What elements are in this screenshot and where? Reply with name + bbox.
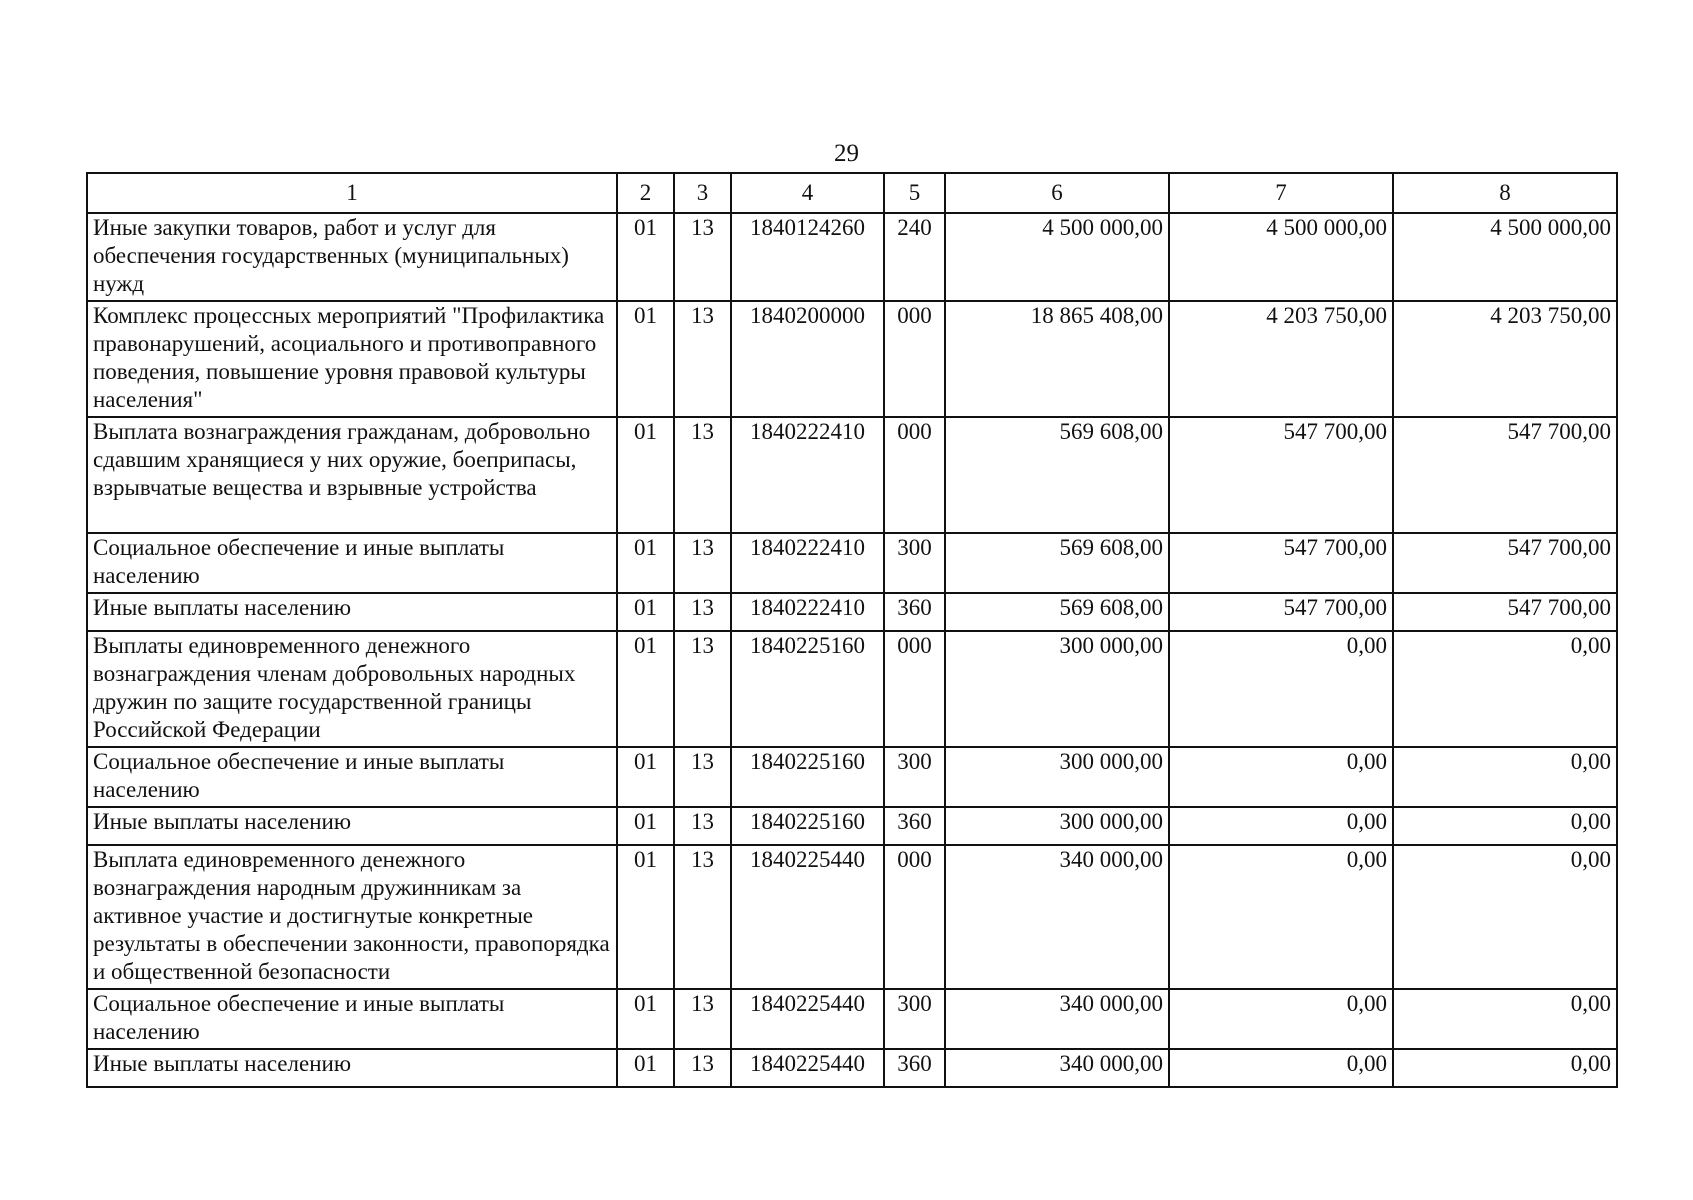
- subsection-code: 13: [674, 301, 731, 417]
- amount-col-8: 0,00: [1393, 845, 1617, 989]
- amount-col-6: 340 000,00: [945, 845, 1169, 989]
- section-code: 01: [617, 417, 674, 533]
- amount-col-7: 0,00: [1169, 747, 1393, 807]
- table-header: [87, 173, 1617, 213]
- target-article-code: 1840124260: [731, 213, 884, 301]
- amount-col-8: 0,00: [1393, 989, 1617, 1049]
- amount-col-8: 547 700,00: [1393, 593, 1617, 631]
- section-code: 01: [617, 747, 674, 807]
- expense-type-code: 000: [884, 845, 945, 989]
- column-header-2: 2: [617, 173, 674, 213]
- subsection-code: 13: [674, 1049, 731, 1087]
- table-row: [87, 593, 1617, 631]
- amount-col-7: 4 203 750,00: [1169, 301, 1393, 417]
- header-row: [87, 173, 1617, 213]
- target-article-code: 1840225160: [731, 807, 884, 845]
- target-article-code: 1840222410: [731, 417, 884, 533]
- target-article-code: 1840225160: [731, 747, 884, 807]
- row-name: Комплекс процессных мероприятий "Профилактика правонарушений, асоциального и противоправного поведения, повышение уровня правовой культуры населения": [87, 301, 617, 417]
- amount-col-7: 547 700,00: [1169, 593, 1393, 631]
- amount-col-7: 0,00: [1169, 989, 1393, 1049]
- subsection-code: 13: [674, 593, 731, 631]
- section-code: 01: [617, 301, 674, 417]
- table-row: [87, 989, 1617, 1049]
- page-number: 29: [834, 140, 859, 167]
- amount-col-6: 18 865 408,00: [945, 301, 1169, 417]
- amount-col-8: 547 700,00: [1393, 417, 1617, 533]
- target-article-code: 1840222410: [731, 593, 884, 631]
- amount-col-7: 0,00: [1169, 845, 1393, 989]
- expense-type-code: 360: [884, 593, 945, 631]
- expense-type-code: 300: [884, 533, 945, 593]
- table-row: [87, 1049, 1617, 1087]
- target-article-code: 1840222410: [731, 533, 884, 593]
- table-row: [87, 417, 1617, 533]
- amount-col-8: 4 203 750,00: [1393, 301, 1617, 417]
- amount-col-7: 547 700,00: [1169, 533, 1393, 593]
- column-header-6: 6: [945, 173, 1169, 213]
- section-code: 01: [617, 213, 674, 301]
- section-code: 01: [617, 1049, 674, 1087]
- amount-col-6: 569 608,00: [945, 533, 1169, 593]
- subsection-code: 13: [674, 989, 731, 1049]
- amount-col-8: 0,00: [1393, 1049, 1617, 1087]
- row-name: Иные выплаты населению: [87, 593, 617, 631]
- subsection-code: 13: [674, 807, 731, 845]
- expense-type-code: 360: [884, 1049, 945, 1087]
- table-row: [87, 747, 1617, 807]
- amount-col-7: 0,00: [1169, 807, 1393, 845]
- expense-type-code: 300: [884, 747, 945, 807]
- amount-col-6: 300 000,00: [945, 747, 1169, 807]
- amount-col-7: 4 500 000,00: [1169, 213, 1393, 301]
- amount-col-6: 340 000,00: [945, 989, 1169, 1049]
- table-row: [87, 213, 1617, 301]
- subsection-code: 13: [674, 213, 731, 301]
- expense-type-code: 000: [884, 417, 945, 533]
- column-header-7: 7: [1169, 173, 1393, 213]
- amount-col-8: 547 700,00: [1393, 533, 1617, 593]
- table-row: [87, 845, 1617, 989]
- amount-col-7: 0,00: [1169, 631, 1393, 747]
- amount-col-8: 0,00: [1393, 631, 1617, 747]
- amount-col-6: 340 000,00: [945, 1049, 1169, 1087]
- section-code: 01: [617, 845, 674, 989]
- table-body: [87, 213, 1617, 1087]
- row-name: Выплата вознаграждения гражданам, добровольно сдавшим хранящиеся у них оружие, боеприпасы, взрывчатые вещества и взрывные устройства: [87, 417, 617, 533]
- table-row: [87, 631, 1617, 747]
- budget-table: [86, 172, 1618, 1088]
- row-name: Социальное обеспечение и иные выплаты населению: [87, 533, 617, 593]
- section-code: 01: [617, 631, 674, 747]
- column-header-1: 1: [87, 173, 617, 213]
- amount-col-7: 0,00: [1169, 1049, 1393, 1087]
- row-name: Выплата единовременного денежного вознаграждения народным дружинникам за активное участие и достигнутые конкретные результаты в обеспечении законности, правопорядка и общественной безопасности: [87, 845, 617, 989]
- row-name: Иные закупки товаров, работ и услуг для обеспечения государственных (муниципальных) нужд: [87, 213, 617, 301]
- row-name: Социальное обеспечение и иные выплаты населению: [87, 989, 617, 1049]
- amount-col-8: 4 500 000,00: [1393, 213, 1617, 301]
- amount-col-6: 569 608,00: [945, 593, 1169, 631]
- column-header-3: 3: [674, 173, 731, 213]
- amount-col-8: 0,00: [1393, 747, 1617, 807]
- section-code: 01: [617, 989, 674, 1049]
- target-article-code: 1840200000: [731, 301, 884, 417]
- section-code: 01: [617, 533, 674, 593]
- amount-col-7: 547 700,00: [1169, 417, 1393, 533]
- table-row: [87, 301, 1617, 417]
- amount-col-6: 569 608,00: [945, 417, 1169, 533]
- row-name: Иные выплаты населению: [87, 807, 617, 845]
- target-article-code: 1840225440: [731, 1049, 884, 1087]
- amount-col-6: 4 500 000,00: [945, 213, 1169, 301]
- row-name: Социальное обеспечение и иные выплаты населению: [87, 747, 617, 807]
- subsection-code: 13: [674, 631, 731, 747]
- target-article-code: 1840225440: [731, 989, 884, 1049]
- expense-type-code: 300: [884, 989, 945, 1049]
- target-article-code: 1840225440: [731, 845, 884, 989]
- subsection-code: 13: [674, 417, 731, 533]
- section-code: 01: [617, 593, 674, 631]
- expense-type-code: 000: [884, 301, 945, 417]
- section-code: 01: [617, 807, 674, 845]
- table-row: [87, 807, 1617, 845]
- column-header-5: 5: [884, 173, 945, 213]
- amount-col-6: 300 000,00: [945, 807, 1169, 845]
- expense-type-code: 240: [884, 213, 945, 301]
- table-row: [87, 533, 1617, 593]
- subsection-code: 13: [674, 845, 731, 989]
- expense-type-code: 000: [884, 631, 945, 747]
- row-name: Выплаты единовременного денежного вознаграждения членам добровольных народных дружин по защите государственной границы Российской Федерации: [87, 631, 617, 747]
- amount-col-8: 0,00: [1393, 807, 1617, 845]
- subsection-code: 13: [674, 747, 731, 807]
- column-header-4: 4: [731, 173, 884, 213]
- amount-col-6: 300 000,00: [945, 631, 1169, 747]
- column-header-8: 8: [1393, 173, 1617, 213]
- target-article-code: 1840225160: [731, 631, 884, 747]
- row-name: Иные выплаты населению: [87, 1049, 617, 1087]
- subsection-code: 13: [674, 533, 731, 593]
- expense-type-code: 360: [884, 807, 945, 845]
